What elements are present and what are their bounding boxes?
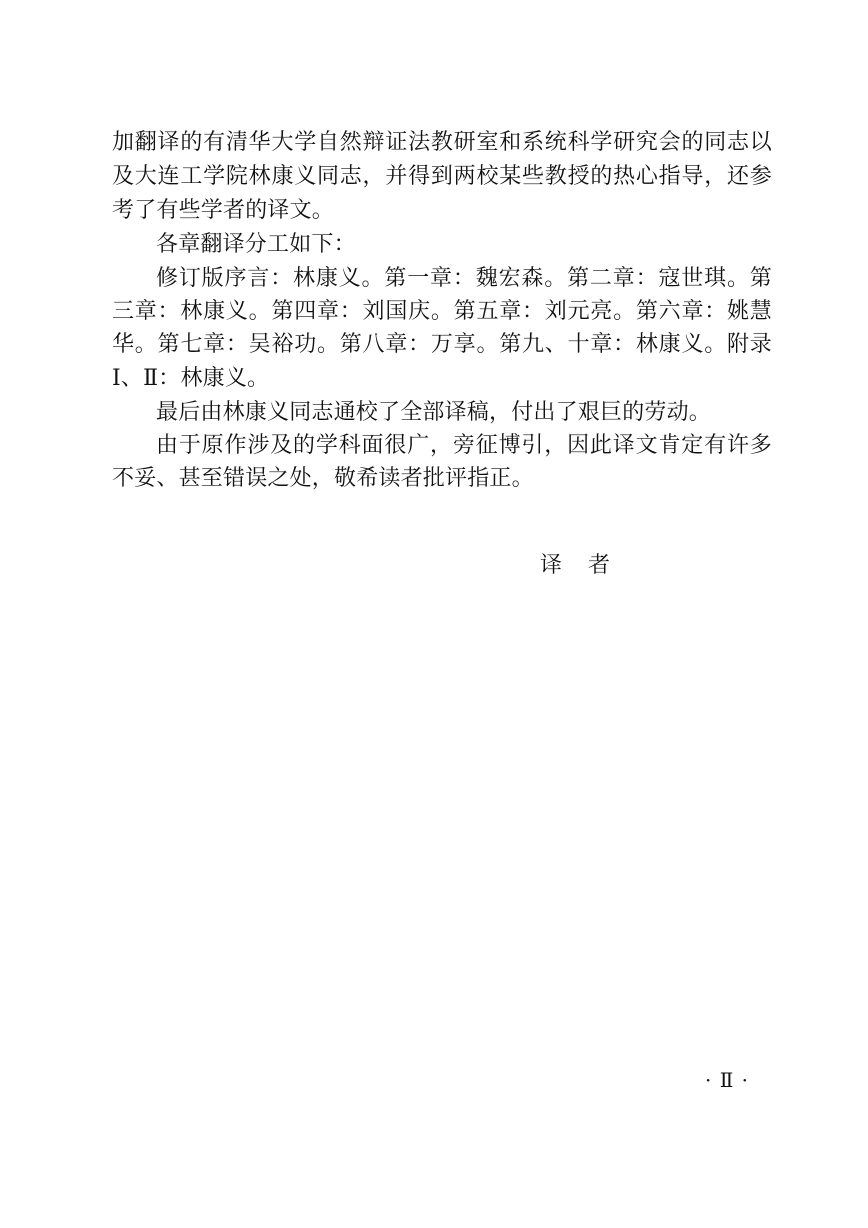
paragraph-3-line-1: 修订版序言：林康义。第一章：魏宏森。第二章：寇世琪。第: [156, 266, 772, 291]
translator-signature: 译者: [540, 553, 637, 578]
paragraph-1-line-3: 考了有些学者的译文。: [112, 198, 335, 223]
page-number: · Ⅱ ·: [705, 1068, 750, 1092]
paragraph-2: 各章翻译分工如下：: [156, 232, 356, 257]
paragraph-3-line-2: 三章：林康义。第四章：刘国庆。第五章：刘元亮。第六章：姚慧: [112, 299, 772, 324]
paragraph-5-line-1: 由于原作涉及的学科面很广，旁征博引，因此译文肯定有许多: [156, 433, 772, 458]
paragraph-1-line-2: 及大连工学院林康义同志，并得到两校某些教授的热心指导，还参: [112, 164, 772, 189]
paragraph-4: 最后由林康义同志通校了全部译稿，付出了艰巨的劳动。: [156, 400, 712, 425]
paragraph-3-line-3: 华。第七章：吴裕功。第八章：万享。第九、十章：林康义。附录: [112, 332, 772, 357]
paragraph-1-line-1: 加翻译的有清华大学自然辩证法教研室和系统科学研究会的同志以: [112, 130, 772, 155]
paragraph-3-line-4: Ⅰ、Ⅱ：林康义。: [112, 366, 270, 391]
paragraph-5-line-2: 不妥、甚至错误之处，敬希读者批评指正。: [112, 466, 534, 491]
